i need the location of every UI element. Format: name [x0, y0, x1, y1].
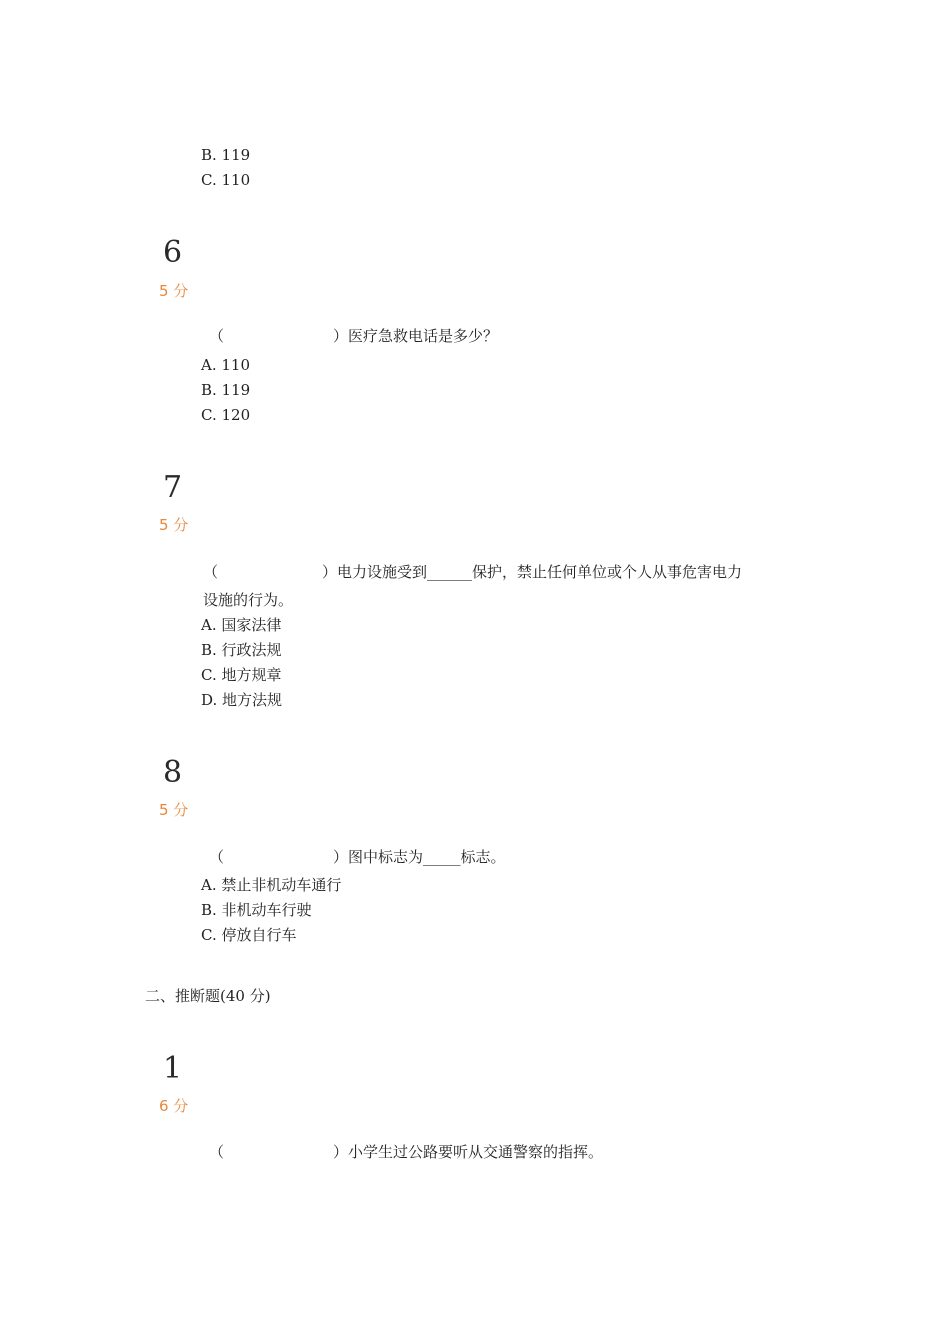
- option-c: C. 120: [201, 406, 251, 424]
- question-stem: ）图中标志为_____标志。: [333, 848, 506, 866]
- question-score: 6 分: [159, 1097, 189, 1115]
- question-number: 8: [163, 755, 183, 790]
- option-b: B. 非机动车行驶: [201, 901, 312, 919]
- option-a: A. 禁止非机动车通行: [201, 876, 342, 894]
- question-stem: ）医疗急救电话是多少？: [333, 327, 499, 345]
- answer-paren-open: （: [209, 848, 225, 866]
- option-a: A. 110: [201, 356, 250, 374]
- option-d: D. 地方法规: [201, 691, 283, 709]
- option-c: C. 地方规章: [201, 666, 282, 684]
- question-stem-line2: 设施的行为。: [203, 591, 294, 609]
- question-stem-line1: ）电力设施受到______保护，禁止任何单位或个人从事危害电力: [322, 563, 743, 581]
- question-score: 5 分: [159, 801, 189, 819]
- question-number: 6: [163, 235, 183, 270]
- section-title: 二、推断题(40 分): [145, 987, 271, 1005]
- answer-paren-open: （: [203, 563, 219, 581]
- answer-paren-open: （: [209, 327, 225, 345]
- option-b: B. 119: [201, 146, 251, 164]
- answer-paren-open: （: [209, 1143, 225, 1161]
- question-score: 5 分: [159, 282, 189, 300]
- option-b: B. 行政法规: [201, 641, 282, 659]
- option-c: C. 停放自行车: [201, 926, 297, 944]
- option-a: A. 国家法律: [201, 616, 282, 634]
- question-stem: ）小学生过公路要听从交通警察的指挥。: [333, 1143, 604, 1161]
- question-number: 7: [163, 470, 183, 505]
- question-score: 5 分: [159, 516, 189, 534]
- option-b: B. 119: [201, 381, 251, 399]
- question-number: 1: [163, 1051, 183, 1086]
- option-c: C. 110: [201, 171, 251, 189]
